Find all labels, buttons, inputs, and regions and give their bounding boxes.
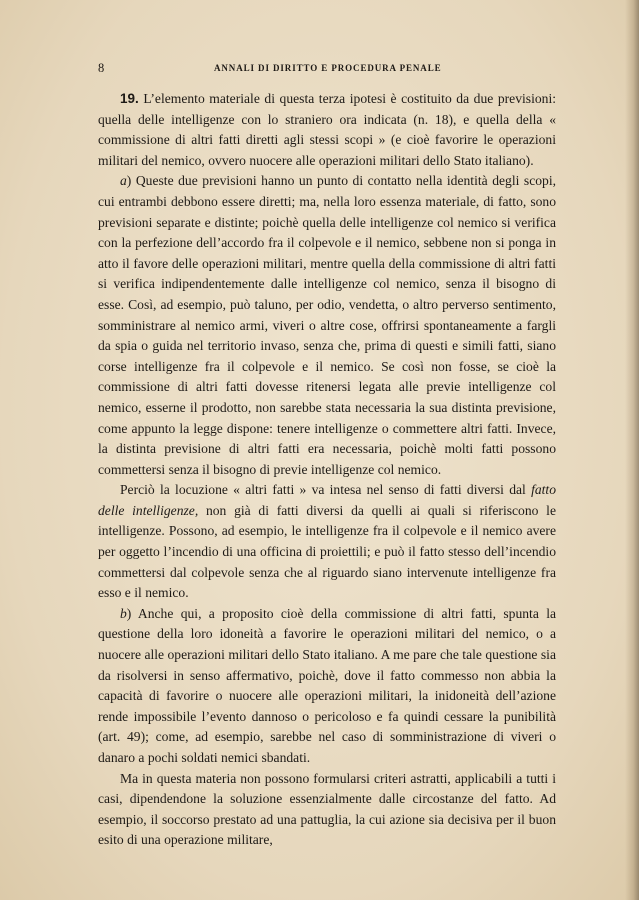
paragraph-text: L’elemento materiale di questa terza ipotesi è costituito da due previsioni: quella delle intelligenze con lo straniero ora indicata (n. 18), e quella della « commissione di altri fatti diretti agli stessi scopi » (e cioè favorire le operazioni militari del nemico, ovvero nuocere alle operazioni militari dello Stato italiano).: [98, 91, 556, 168]
paragraph: [98, 604, 556, 769]
page-number: 8: [98, 61, 106, 75]
page-edge-shadow: [625, 0, 639, 900]
italic-text: a: [120, 173, 127, 189]
running-title: ANNALI DI DIRITTO E PROCEDURA PENALE: [214, 63, 442, 73]
paragraph-text: Ma in questa materia non possono formularsi criteri astratti, applicabili a tutti i casi, dipendendone la soluzione essenzialmente dalle circostanze del fatto. Ad esempio, il soccorso prestato ad una pattuglia, la cui azione sia decisiva per il buon esito di una operazione militare,: [98, 770, 556, 848]
paragraph: [98, 89, 556, 171]
paragraph-text: ) Queste due previsioni hanno un punto di contatto nella identità degli scopi, cui entrambi debbono essere diretti; ma, nella loro essenza materiale, di fatto, sono previsioni separate e distinte; poichè quella delle intelligenze col nemico si verifica con la perfezione dell’accordo fra il colpevole e il nemico, sebbene non si ponga in atto il favore delle operazioni militari, mentre quella della commissione di altri fatti si verifica indipendentemente dalle intelligenze col nemico, senza il bisogno di esse. Così, ad esempio, può taluno, per odio, vendetta, o altro perverso sentimento, somministrare al nemico armi, viveri o altre cose, offrirsi spontaneamente a fargli da spia o guida nel territorio invaso, senza che, prima di questi e simili fatti, siano corse intelligenze fra il colpevole e il nemico. Se così non fosse, se cioè la commissione di altri fatti dovesse ritenersi legata alle previe intelligenze col nemico, esserne il prodotto, non sarebbe stata necessaria la sua distinta previsione, come appunto la legge dispone: tenere intelligenze o commettere altri fatti. Invece, la distinta previsione di altri fatti era necessaria, poichè molti fatti possono commettersi senza il bisogno di previe intelligenze col nemico.: [98, 173, 556, 477]
paragraph-text: non già di fatti diversi da quelli ai quali si riferiscono le intelligenze. Possono, ad esempio, le intelligenze fra il colpevole e il nemico avere per oggetto l’incendio di una officina di proiettili; e può il fatto stesso dell’incendio commettersi dal colpevole senza che al riguardo siano intervenute intelligenze fra esso e il nemico.: [98, 502, 556, 601]
paragraph-text: Perciò la locuzione « altri fatti » va intesa nel senso di fatti diversi dal: [120, 482, 532, 498]
italic-text: fatto delle intelligenze,: [98, 482, 556, 518]
italic-text: b: [120, 605, 127, 621]
paragraph: [98, 769, 556, 851]
paragraph-text: ) Anche qui, a proposito cioè della commissione di altri fatti, spunta la questione della loro idoneità a favorire le operazioni militari del nemico, o a nuocere alle operazioni militari dello Stato italiano. A me pare che tale questione sia da risolversi in senso affermativo, poichè, dove il fatto commesso non abbia la capacità di favorire o nuocere alle operazioni militari, la inidoneità dell’azione rende impossibile l’evento dannoso o pericoloso e fa quindi cessare la punibilità (art. 49); come, ad esempio, sarebbe nel caso di somministrazione di viveri o danaro a pochi soldati nemici sbandati.: [98, 605, 556, 765]
body-text: [98, 89, 556, 851]
page-header: [98, 62, 555, 78]
paragraph: [98, 171, 556, 480]
section-number: 19.: [120, 91, 139, 106]
paragraph: [98, 480, 556, 604]
